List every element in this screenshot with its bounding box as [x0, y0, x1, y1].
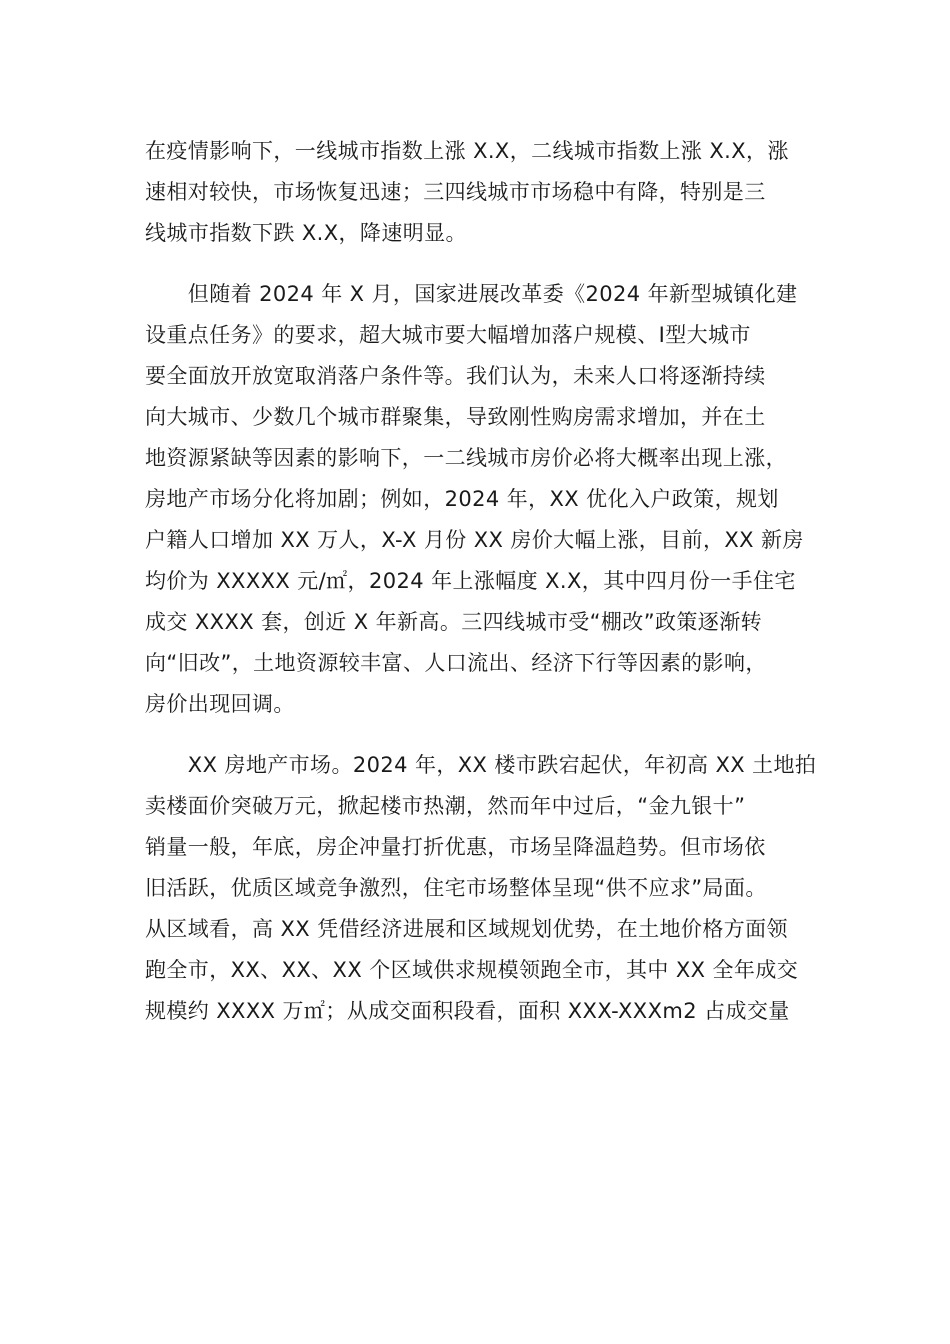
text-line: 要全面放开放宽取消落户条件等。我们认为，未来人口将逐渐持续: [145, 364, 766, 388]
paragraph-3: [145, 745, 815, 1032]
text-line: 旧活跃，优质区域竞争激烈，住宅市场整体呈现“供不应求”局面。: [145, 876, 767, 900]
text-line: 速相对较快，市场恢复迅速；三四线城市市场稳中有降，特别是三: [145, 180, 766, 204]
text-line: 线城市指数下跌 X.X，降速明显。: [145, 221, 467, 245]
text-line: 均价为 XXXXX 元/㎡，2024 年上涨幅度 X.X，其中四月份一手住宅: [145, 569, 796, 593]
text-line: 成交 XXXX 套，创近 X 年新高。三四线城市受“棚改”政策逐渐转: [145, 610, 762, 634]
text-line: 但随着 2024 年 X 月，国家进展改革委《2024 年新型城镇化建: [145, 282, 798, 306]
text-line: 销量一般，年底，房企冲量打折优惠，市场呈降温趋势。但市场依: [145, 835, 766, 859]
text-line: 从区域看，高 XX 凭借经济进展和区域规划优势，在土地价格方面领: [145, 917, 788, 941]
text-line: 房价出现回调。: [145, 692, 295, 716]
text-line: 在疫情影响下，一线城市指数上涨 X.X，二线城市指数上涨 X.X，涨: [145, 139, 789, 163]
text-line: 向大城市、少数几个城市群聚集，导致刚性购房需求增加，并在土: [145, 405, 766, 429]
text-line: 设重点任务》的要求，超大城市要大幅增加落户规模、Ⅰ型大城市: [145, 323, 751, 347]
text-line: 规模约 XXXX 万㎡；从成交面积段看，面积 XXX-XXXm2 占成交量: [145, 999, 790, 1023]
text-line: 卖楼面价突破万元，掀起楼市热潮，然而年中过后，“金九银十”: [145, 794, 746, 818]
paragraph-2: [145, 274, 815, 725]
body-text: [145, 131, 815, 1052]
paragraph-1: [145, 131, 815, 254]
text-line: 房地产市场分化将加剧；例如，2024 年，XX 优化入户政策，规划: [145, 487, 779, 511]
text-line: 向“旧改”，土地资源较丰富、人口流出、经济下行等因素的影响，: [145, 651, 767, 675]
text-line: XX 房地产市场。2024 年，XX 楼市跌宕起伏，年初高 XX 土地拍: [145, 753, 817, 777]
text-line: 户籍人口增加 XX 万人，X-X 月份 XX 房价大幅上涨，目前，XX 新房: [145, 528, 804, 552]
text-line: 地资源紧缺等因素的影响下，一二线城市房价必将大概率出现上涨，: [145, 446, 787, 470]
text-line: 跑全市，XX、XX、XX 个区域供求规模领跑全市，其中 XX 全年成交: [145, 958, 799, 982]
